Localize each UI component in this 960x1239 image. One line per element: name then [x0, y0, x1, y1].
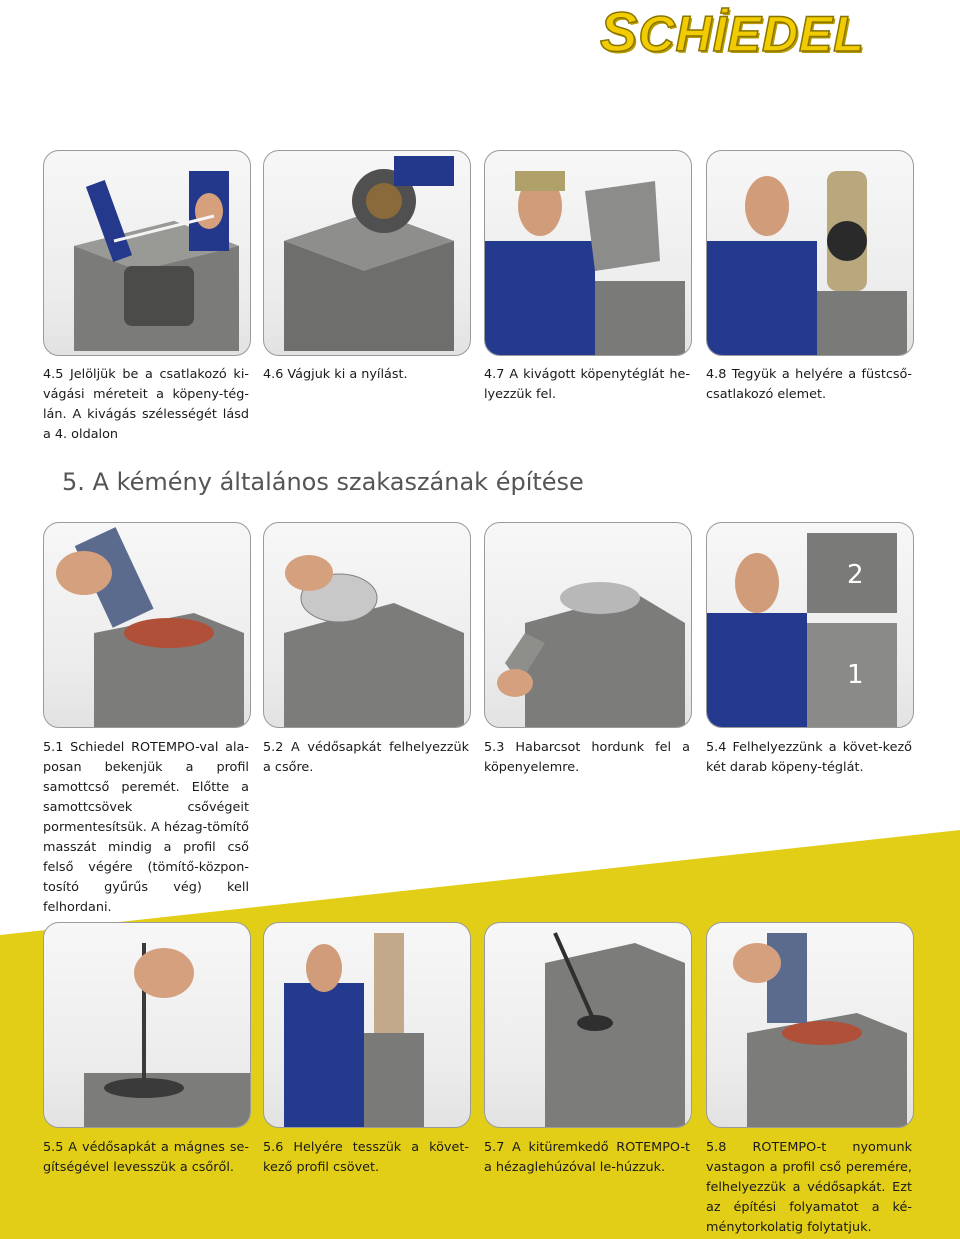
protective-cap-photo [263, 522, 471, 728]
cutting-opening-photo [263, 150, 471, 356]
applying-rotempo-photo [43, 522, 251, 728]
step-4-5-caption: 4.5 Jelöljük be a csatlakozó kivágási méreteit a köpeny-téglán. A kivágás szélességét lásd a 4. oldalon [43, 367, 249, 442]
step-5-7-caption: 5.7 A kitüremkedő ROTEMPO-t a hézaglehúzóval le-húzzuk. [484, 1140, 690, 1175]
scraping-joint-photo [484, 922, 692, 1128]
applying-mortar-photo [484, 522, 692, 728]
marking-block-photo [43, 150, 251, 356]
flue-connector-photo [706, 150, 914, 356]
step-5-5-caption: 5.5 A védősapkát a mágnes segítségével levesszük a csőről. [43, 1140, 249, 1175]
schiedel-logo: SCHİEDEL [600, 0, 865, 63]
step-5-4-caption: 5.4 Felhelyezzünk a követ-kező két darab köpeny-téglát. [706, 740, 912, 775]
repeat-process-photo [706, 922, 914, 1128]
svg-text:1: 1 [847, 660, 864, 690]
step-4-8-caption: 4.8 Tegyük a helyére a füstcső-csatlakozó elemet. [706, 367, 912, 402]
placing-cut-block-photo [484, 150, 692, 356]
step-5-3-caption: 5.3 Habarcsot hordunk fel a köpenyelemre. [484, 740, 690, 775]
step-4-6-caption: 4.6 Vágjuk ki a nyílást. [263, 367, 408, 382]
step-5-6-caption: 5.6 Helyére tesszük a következő profil csövet. [263, 1140, 469, 1175]
step-5-8-caption: 5.8 ROTEMPO-t nyomunk vastagon a profil cső peremére, felhelyezzük a védősapkát. Ezt az építési folyamatot a kéménytorkolatig folytatjuk. [706, 1140, 912, 1235]
stacking-blocks-photo [706, 522, 914, 728]
step-4-7-caption: 4.7 A kivágott köpenytéglát helyezzük fel. [484, 367, 690, 402]
section-title: 5. A kémény általános szakaszának építése [62, 468, 584, 496]
svg-text:2: 2 [847, 560, 864, 590]
step-5-1-caption: 5.1 Schiedel ROTEMPO-val alaposan bekenjük a profil samottcső peremét. Előtte a samottcsövek csővégeit pormentesítsük. A hézag-tömítő masszát mindig a profil cső felső végére (tömítő-központosító gyűrűs vég) kell felhordani. [43, 740, 249, 915]
magnet-removal-photo [43, 922, 251, 1128]
inserting-pipe-photo [263, 922, 471, 1128]
step-5-2-caption: 5.2 A védősapkát felhelyezzük a csőre. [263, 740, 469, 775]
